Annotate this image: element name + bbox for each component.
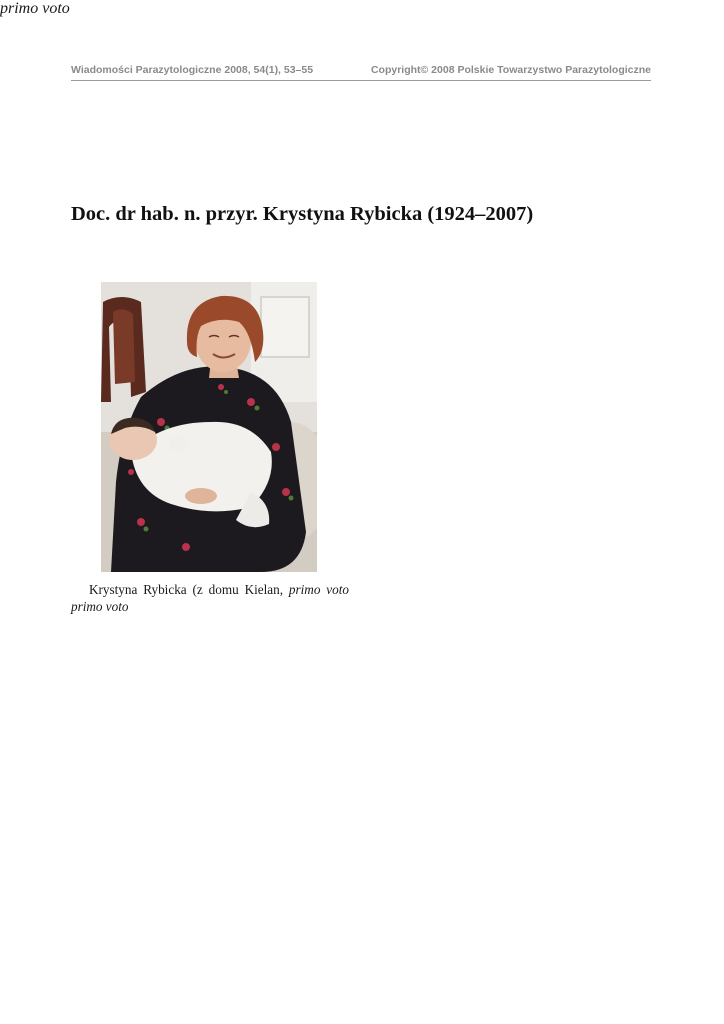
article-title: Doc. dr hab. n. przyr. Krystyna Rybicka (1924–2007) bbox=[71, 203, 534, 225]
portrait-photo bbox=[101, 282, 317, 572]
journal-citation: Wiadomości Parazytologiczne 2008, 54(1), 53–55 bbox=[71, 64, 314, 76]
italic-phrase: primo voto bbox=[288, 582, 349, 597]
left-column-text bbox=[71, 581, 349, 615]
running-header bbox=[71, 64, 651, 81]
portrait-photo-illustration bbox=[101, 282, 317, 572]
italic-phrase: primo voto bbox=[0, 0, 70, 17]
copyright-notice: Copyright© 2008 Polskie Towarzystwo Parazytologiczne bbox=[370, 64, 651, 76]
text-line: Krystyna Rybicka (z domu Kielan, primo voto bbox=[89, 582, 349, 597]
italic-phrase: primo voto bbox=[71, 599, 129, 615]
